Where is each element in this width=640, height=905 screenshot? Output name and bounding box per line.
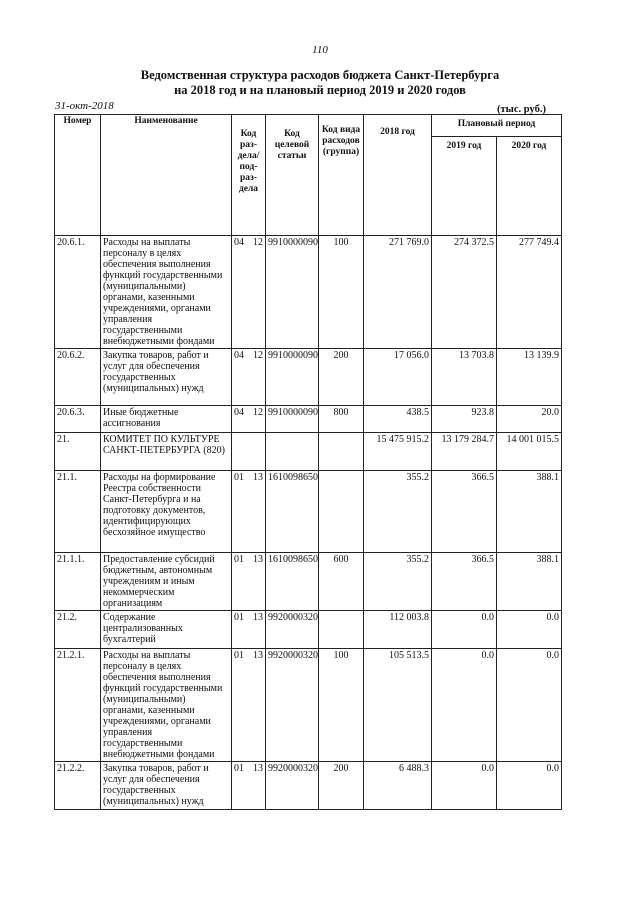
row-type-code: 100	[319, 236, 364, 349]
row-2020: 388.1	[497, 553, 562, 611]
row-2019: 274 372.5	[432, 236, 497, 349]
row-section: 01	[232, 471, 247, 553]
header-plan-period: Плановый период	[432, 115, 562, 137]
row-2020: 0.0	[497, 611, 562, 649]
row-subsection: 12	[247, 236, 266, 349]
table-row	[55, 762, 562, 810]
row-2019: 366.5	[432, 553, 497, 611]
row-name: КОМИТЕТ ПО КУЛЬТУРЕ САНКТ-ПЕТЕРБУРГА (820)	[101, 433, 232, 471]
row-2018: 355.2	[364, 553, 432, 611]
row-target-code: 1610098650	[266, 553, 319, 611]
row-2018: 438.5	[364, 406, 432, 433]
row-2019: 0.0	[432, 649, 497, 762]
row-name: Предоставление субсидий бюджетным, автономным учреждениям и иным некоммерческим организациям	[101, 553, 232, 611]
row-subsection: 13	[247, 611, 266, 649]
row-number: 21.	[55, 433, 101, 471]
page-number: 110	[312, 44, 328, 56]
table-row	[55, 406, 562, 433]
row-subsection: 13	[247, 762, 266, 810]
row-2019: 0.0	[432, 762, 497, 810]
header-2019: 2019 год	[432, 137, 497, 236]
document-date: 31-окт-2018	[55, 100, 114, 112]
table-row	[55, 649, 562, 762]
row-2020: 388.1	[497, 471, 562, 553]
header-2018: 2018 год	[364, 115, 432, 236]
row-section: 01	[232, 553, 247, 611]
row-name: Иные бюджетные ассигнования	[101, 406, 232, 433]
table-row	[55, 236, 562, 349]
row-section: 01	[232, 649, 247, 762]
row-number: 21.2.2.	[55, 762, 101, 810]
row-2019: 13 703.8	[432, 349, 497, 406]
row-name: Расходы на формирование Реестра собственности Санкт-Петербурга и на подготовку документов, идентифицирующих бесхозяйное имущество	[101, 471, 232, 553]
row-target-code: 9910000090	[266, 349, 319, 406]
row-2020: 14 001 015.5	[497, 433, 562, 471]
row-2020: 13 139.9	[497, 349, 562, 406]
row-2018: 17 056.0	[364, 349, 432, 406]
row-section: 04	[232, 349, 247, 406]
row-target-code: 9920000320	[266, 649, 319, 762]
row-type-code	[319, 433, 364, 471]
row-2019: 366.5	[432, 471, 497, 553]
table-row	[55, 471, 562, 553]
document-title	[0, 68, 640, 98]
row-type-code	[319, 471, 364, 553]
row-subsection: 13	[247, 553, 266, 611]
row-subsection: 12	[247, 349, 266, 406]
title-line-2: на 2018 год и на плановый период 2019 и 2020 годов	[174, 83, 466, 97]
title-line-1: Ведомственная структура расходов бюджета Санкт-Петербурга	[140, 68, 500, 82]
table-row	[55, 553, 562, 611]
row-section: 04	[232, 406, 247, 433]
row-2019: 923.8	[432, 406, 497, 433]
table-row	[55, 433, 562, 471]
row-type-code: 200	[319, 349, 364, 406]
row-type-code: 600	[319, 553, 364, 611]
row-2019: 13 179 284.7	[432, 433, 497, 471]
row-2020: 0.0	[497, 762, 562, 810]
header-name: Наименование	[101, 115, 232, 236]
row-type-code	[319, 611, 364, 649]
row-subsection: 13	[247, 649, 266, 762]
row-section	[232, 433, 247, 471]
row-number: 21.1.	[55, 471, 101, 553]
header-type-code: Код вида расходов (группа)	[319, 115, 364, 236]
row-target-code: 9920000320	[266, 611, 319, 649]
row-type-code: 200	[319, 762, 364, 810]
row-section: 01	[232, 611, 247, 649]
row-2018: 6 488.3	[364, 762, 432, 810]
row-name: Закупка товаров, работ и услуг для обеспечения государственных (муниципальных) нужд	[101, 349, 232, 406]
row-target-code	[266, 433, 319, 471]
row-name: Содержание централизованных бухгалтерий	[101, 611, 232, 649]
row-number: 20.6.1.	[55, 236, 101, 349]
row-number: 21.2.	[55, 611, 101, 649]
row-2018: 355.2	[364, 471, 432, 553]
row-subsection: 12	[247, 406, 266, 433]
row-type-code: 800	[319, 406, 364, 433]
row-number: 21.2.1.	[55, 649, 101, 762]
header-number: Номер	[55, 115, 101, 236]
table-row	[55, 349, 562, 406]
header-2020: 2020 год	[497, 137, 562, 236]
row-2020: 277 749.4	[497, 236, 562, 349]
row-number: 20.6.2.	[55, 349, 101, 406]
row-subsection	[247, 433, 266, 471]
row-2018: 15 475 915.2	[364, 433, 432, 471]
units-label: (тыс. руб.)	[497, 104, 546, 115]
row-2018: 105 513.5	[364, 649, 432, 762]
row-target-code: 9910000090	[266, 236, 319, 349]
row-2020: 0.0	[497, 649, 562, 762]
row-target-code: 9910000090	[266, 406, 319, 433]
row-name: Расходы на выплаты персоналу в целях обеспечения выполнения функций государственными (муниципальными) органами, казенными учреждениями, органами управления государственными внебюджетными фондами	[101, 649, 232, 762]
header-target-code: Код целевой статьи	[266, 115, 319, 236]
budget-table	[54, 114, 562, 810]
row-name: Закупка товаров, работ и услуг для обеспечения государственных (муниципальных) нужд	[101, 762, 232, 810]
row-number: 20.6.3.	[55, 406, 101, 433]
row-type-code: 100	[319, 649, 364, 762]
row-subsection: 13	[247, 471, 266, 553]
row-target-code: 1610098650	[266, 471, 319, 553]
row-target-code: 9920000320	[266, 762, 319, 810]
header-section-code: Код раз-дела/ под-раз-дела	[232, 115, 266, 236]
row-section: 01	[232, 762, 247, 810]
row-2020: 20.0	[497, 406, 562, 433]
row-section: 04	[232, 236, 247, 349]
header-row-1	[55, 115, 562, 137]
row-number: 21.1.1.	[55, 553, 101, 611]
row-2018: 271 769.0	[364, 236, 432, 349]
table-row	[55, 611, 562, 649]
row-name: Расходы на выплаты персоналу в целях обеспечения выполнения функций государственными (муниципальными) органами, казенными учреждениями, органами управления государственными внебюджетными фондами	[101, 236, 232, 349]
row-2018: 112 003.8	[364, 611, 432, 649]
row-2019: 0.0	[432, 611, 497, 649]
